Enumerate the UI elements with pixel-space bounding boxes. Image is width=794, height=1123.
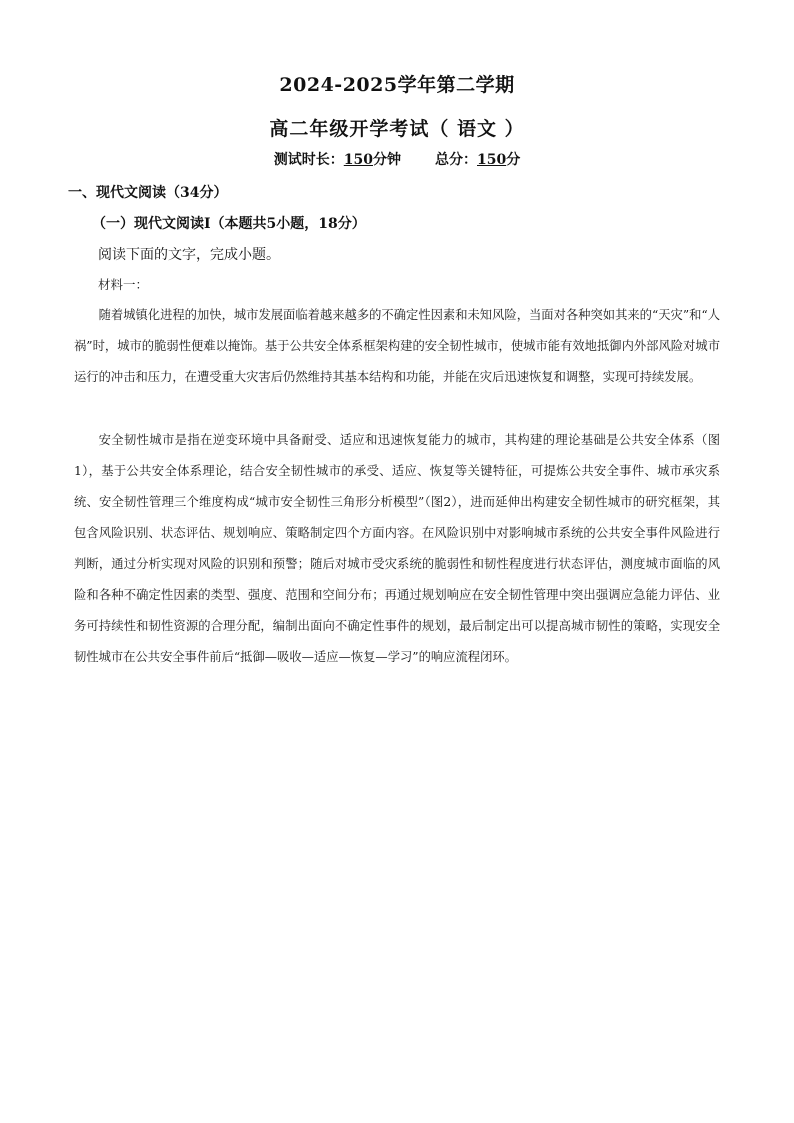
score-label: 总分： — [435, 152, 477, 168]
passage-paragraph-2 — [74, 425, 720, 673]
exam-meta — [0, 149, 794, 169]
exam-title-subject: 高二年级开学考试（ 语文 ） — [269, 118, 525, 140]
paragraph-text: 随着城镇化进程的加快，城市发展面临着越来越多的不确定性因素和未知风险，当面对各种突如其来的“天灾”和“人祸”时，城市的脆弱性便难以掩饰。基于公共安全体系框架构建的安全韧性城市，使城市能有效地抵御内外部风险对城市运行的冲击和压力，在遭受重大灾害后仍然维持其基本结构和功能，并能在灾后迅速恢复和调整，实现可持续发展。 — [74, 308, 721, 384]
duration-unit: 分钟 — [373, 152, 401, 168]
subsection-heading: （一）现代文阅读Ⅰ（本题共5小题，18分） — [92, 216, 366, 232]
section-heading: 一、现代文阅读（34分） — [68, 185, 228, 201]
score-value: 150 — [477, 152, 507, 168]
paragraph-text: 安全韧性城市是指在逆变环境中具备耐受、适应和迅速恢复能力的城市，其构建的理论基础是公共安全体系（图1），基于公共安全体系理论，结合安全韧性城市的承受、适应、恢复等关键特征，可提炼公共安全事件、城市承灾系统、安全韧性管理三个维度构成“城市安全韧性三角形分析模型”（图2），进而延伸出构建安全韧性城市的研究框架，其包含风险识别、状态评估、规划响应、策略制定四个方面内容。在风险识别中对影响城市系统的公共安全事件风险进行判断，通过分析实现对风险的识别和预警；随后对城市受灾系统的脆弱性和韧性程度进行状态评估，测度城市面临的风险和各种不确定性因素的类型、强度、范围和空间分布；再通过规划响应在安全韧性管理中突出强调应急能力评估、业务可持续性和韧性资源的合理分配，编制出面向不确定性事件的规划，最后制定出可以提高城市韧性的策略，实现安全韧性城市在公共安全事件前后“抵御—吸收—适应—恢复—学习”的响应流程闭环。 — [74, 433, 720, 664]
duration-label: 测试时长： — [273, 152, 344, 168]
score-unit: 分 — [506, 152, 521, 168]
reading-instruction: 阅读下面的文字，完成小题。 — [98, 247, 280, 263]
duration-value: 150 — [343, 152, 373, 168]
material-label: 材料一： — [98, 277, 149, 292]
exam-title-term: 2024-2025学年第二学期 — [279, 74, 515, 96]
passage-paragraph-1 — [74, 300, 720, 393]
